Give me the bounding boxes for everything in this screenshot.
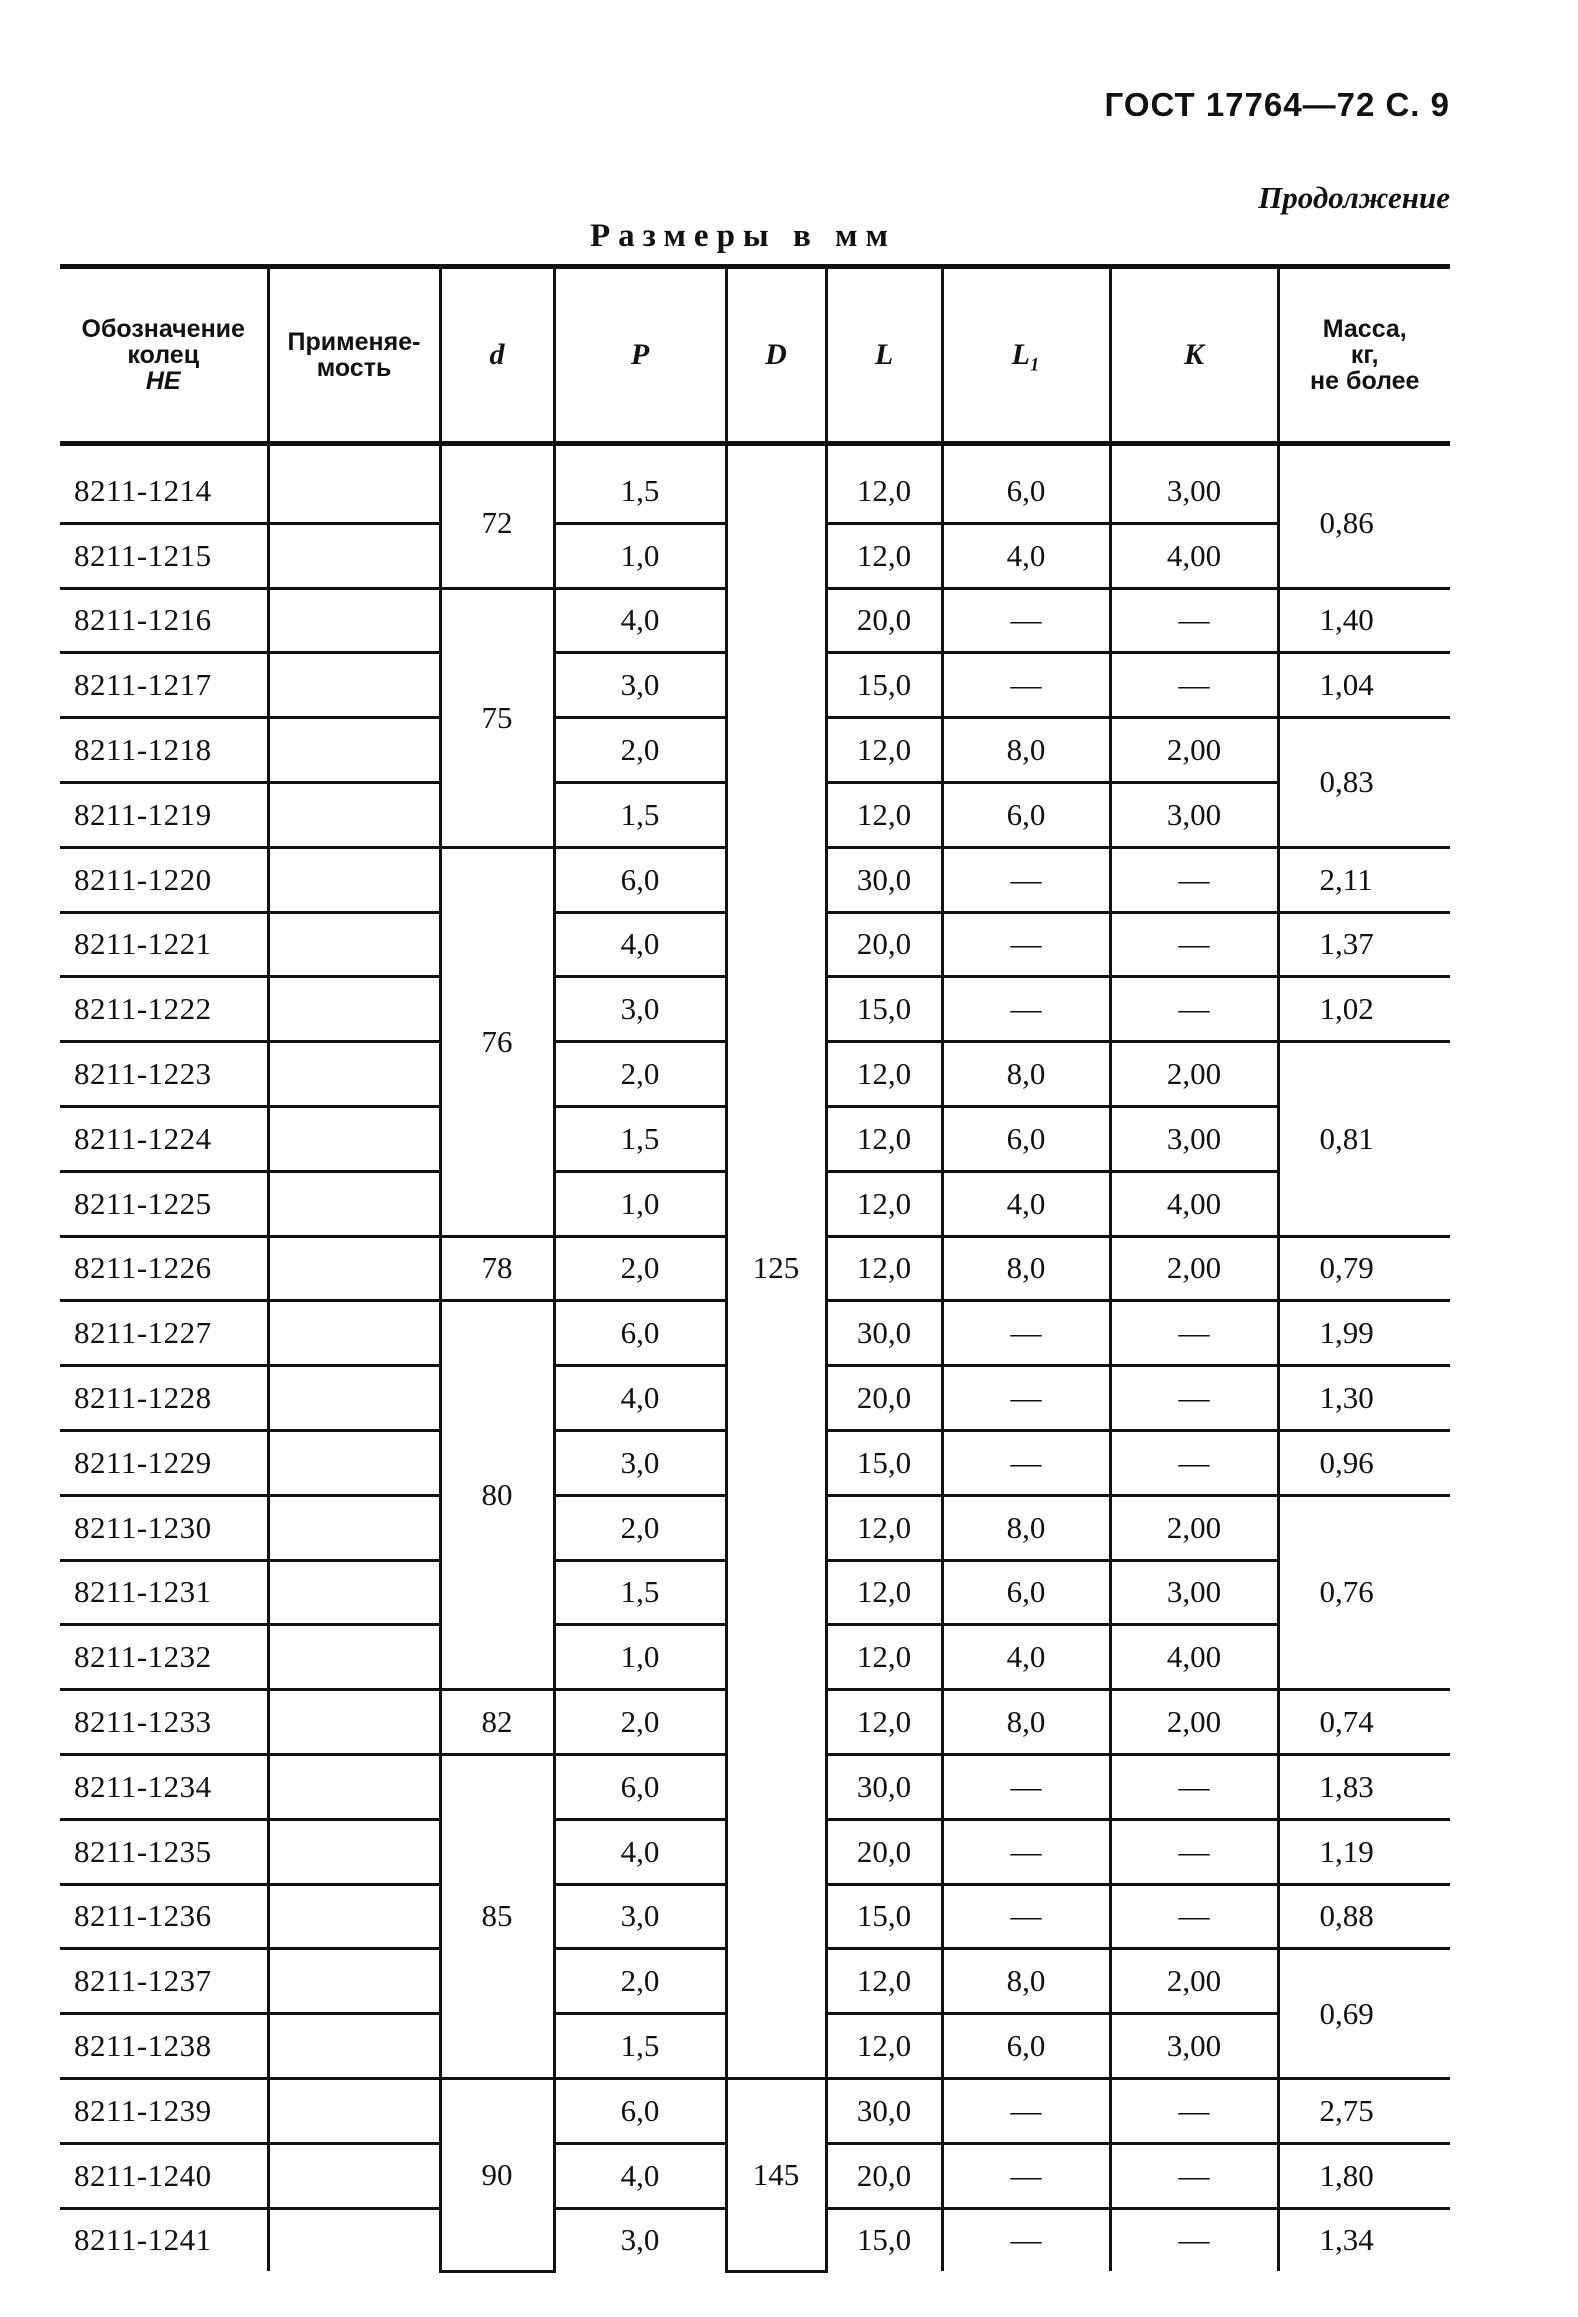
column-header-outer-d: D [726,267,826,444]
dimension-k: — [1110,1301,1278,1366]
column-header-applicability [268,267,440,444]
continuation-label: Продолжение [1258,180,1450,215]
applicability-cell [268,1495,440,1560]
inner-diameter-d: 78 [440,1236,554,1301]
applicability-cell [268,1690,440,1755]
length-l: 12,0 [826,1949,942,2014]
length-l: 12,0 [826,1690,942,1755]
applicability-cell [268,912,440,977]
applicability-header-line: Применяе- [287,327,421,356]
length-l: 20,0 [826,1819,942,1884]
length-l1: — [942,1884,1110,1949]
mass-value: 1,02 [1278,977,1450,1042]
dimension-k: 2,00 [1110,718,1278,783]
applicability-cell [268,2208,440,2271]
ring-designation: 8211-1232 [60,1625,268,1690]
ring-designation: 8211-1237 [60,1949,268,2014]
column-header-p: P [554,267,726,444]
pitch-p: 2,0 [554,1042,726,1107]
mass-value: 1,80 [1278,2143,1450,2208]
dimension-k: — [1110,2143,1278,2208]
header-row [60,267,1450,444]
dimension-k: — [1110,912,1278,977]
mass-value: 0,79 [1278,1236,1450,1301]
applicability-cell [268,444,440,524]
ring-designation: 8211-1239 [60,2078,268,2143]
length-l1: 6,0 [942,2014,1110,2079]
length-l1: — [942,653,1110,718]
dimension-k: — [1110,2208,1278,2271]
table-body [60,444,1450,2272]
mass-value: 0,88 [1278,1884,1450,1949]
dimension-k: 3,00 [1110,444,1278,524]
pitch-p: 1,5 [554,782,726,847]
length-l: 15,0 [826,2208,942,2271]
length-l: 12,0 [826,444,942,524]
dimension-k: 2,00 [1110,1690,1278,1755]
inner-diameter-d: 90 [440,2078,554,2271]
ring-designation: 8211-1225 [60,1171,268,1236]
length-l1: 6,0 [942,1560,1110,1625]
dimension-k: 3,00 [1110,2014,1278,2079]
mass-value: 1,99 [1278,1301,1450,1366]
ring-designation: 8211-1224 [60,1106,268,1171]
inner-diameter-d: 80 [440,1301,554,1690]
length-l: 15,0 [826,653,942,718]
length-l: 12,0 [826,2014,942,2079]
length-l: 12,0 [826,1106,942,1171]
inner-diameter-d: 85 [440,1754,554,2078]
length-l: 20,0 [826,588,942,653]
pitch-p: 1,0 [554,1171,726,1236]
dimension-k: 3,00 [1110,1106,1278,1171]
dimension-k: — [1110,1754,1278,1819]
length-l: 12,0 [826,782,942,847]
length-l1: 6,0 [942,782,1110,847]
length-l1: 8,0 [942,1495,1110,1560]
ring-designation: 8211-1217 [60,653,268,718]
ring-designation: 8211-1236 [60,1884,268,1949]
length-l: 12,0 [826,1495,942,1560]
size-table [60,264,1450,2273]
applicability-cell [268,977,440,1042]
mass-value: 1,83 [1278,1754,1450,1819]
ring-designation: 8211-1238 [60,2014,268,2079]
ring-designation: 8211-1228 [60,1366,268,1431]
table-row [60,444,1450,524]
length-l: 30,0 [826,1754,942,1819]
length-l1: — [942,1754,1110,1819]
ring-designation: 8211-1235 [60,1819,268,1884]
ring-designation: 8211-1241 [74,2222,212,2258]
pitch-p: 2,0 [554,1690,726,1755]
pitch-p: 1,5 [554,1560,726,1625]
designation-header-line: колец [127,340,200,369]
dimension-k: 2,00 [1110,1236,1278,1301]
page-header: ГОСТ 17764—72 С. 9 [1104,86,1450,123]
pitch-p: 2,0 [554,1495,726,1560]
mass-value: 1,30 [1278,1366,1450,1431]
length-l: 12,0 [826,1625,942,1690]
ring-designation: 8211-1221 [60,912,268,977]
table-row [60,2078,1450,2143]
pitch-p: 1,5 [554,1106,726,1171]
pitch-p: 4,0 [554,1366,726,1431]
pitch-p: 2,0 [554,718,726,783]
column-header-d: d [440,267,554,444]
column-header-k: K [1110,267,1278,444]
pitch-p: 1,5 [554,2014,726,2079]
dimension-k: 2,00 [1110,1949,1278,2014]
ring-designation: 8211-1240 [60,2143,268,2208]
applicability-cell [268,1754,440,1819]
length-l: 12,0 [826,1171,942,1236]
applicability-cell [268,588,440,653]
dimension-k: 3,00 [1110,782,1278,847]
mass-value: 0,96 [1278,1430,1450,1495]
dimension-k: — [1110,588,1278,653]
length-l1: 8,0 [942,1949,1110,2014]
pitch-p: 2,0 [554,1949,726,2014]
inner-diameter-d: 75 [440,588,554,847]
dimension-k: — [1110,1430,1278,1495]
length-l: 15,0 [826,977,942,1042]
pitch-p: 2,0 [554,1236,726,1301]
length-l: 30,0 [826,847,942,912]
ring-designation: 8211-1216 [60,588,268,653]
dimension-k: 4,00 [1110,1171,1278,1236]
applicability-cell [268,523,440,588]
mass-value: 1,40 [1278,588,1450,653]
pitch-p: 4,0 [554,1819,726,1884]
pitch-p: 6,0 [554,2078,726,2143]
applicability-cell [268,2014,440,2079]
dimension-k: — [1110,1366,1278,1431]
column-header-l1: L₁ [942,267,1110,444]
mass-value: 1,34 [1278,2208,1450,2271]
length-l1: — [942,977,1110,1042]
dimension-k: 3,00 [1110,1560,1278,1625]
dimension-k: — [1110,847,1278,912]
applicability-cell [268,1366,440,1431]
ring-designation: 8211-1231 [60,1560,268,1625]
column-header-mass [1278,267,1450,444]
dimension-k: 2,00 [1110,1042,1278,1107]
applicability-cell [268,1236,440,1301]
applicability-cell [268,2078,440,2143]
mass-value: 0,86 [1278,444,1450,589]
applicability-cell [268,847,440,912]
designation-header-line: НЕ [145,367,181,396]
length-l: 15,0 [826,1430,942,1495]
dimension-k: — [1110,977,1278,1042]
pitch-p: 1,0 [554,1625,726,1690]
dimension-k: — [1110,653,1278,718]
table-title: Размеры в мм [590,218,896,254]
ring-designation: 8211-1233 [60,1690,268,1755]
length-l: 12,0 [826,523,942,588]
ring-designation: 8211-1220 [60,847,268,912]
ring-designation: 8211-1223 [60,1042,268,1107]
length-l1: 4,0 [942,523,1110,588]
ring-designation: 8211-1230 [60,1495,268,1560]
mass-value: 2,75 [1278,2078,1450,2143]
length-l: 12,0 [826,1560,942,1625]
ring-designation: 8211-1219 [60,782,268,847]
outer-diameter-d: 125 [726,444,826,2079]
length-l1: — [942,1366,1110,1431]
length-l1: 6,0 [942,444,1110,524]
pitch-p: 4,0 [554,912,726,977]
pitch-p: 4,0 [554,2143,726,2208]
designation-header-line: Обозначение [81,314,245,343]
pitch-p: 4,0 [554,588,726,653]
length-l1: — [942,912,1110,977]
length-l: 12,0 [826,718,942,783]
ring-designation: 8211-1229 [60,1430,268,1495]
mass-value: 2,11 [1278,847,1450,912]
applicability-cell [268,653,440,718]
mass-header-line: Масса, [1322,314,1407,343]
length-l1: — [942,847,1110,912]
mass-value: 0,76 [1278,1495,1450,1689]
pitch-p: 3,0 [554,1884,726,1949]
dimension-k: 4,00 [1110,1625,1278,1690]
length-l: 20,0 [826,2143,942,2208]
dimension-k: — [1110,1819,1278,1884]
mass-value: 0,74 [1278,1690,1450,1755]
pitch-p: 3,0 [554,977,726,1042]
length-l1: 4,0 [942,1625,1110,1690]
applicability-cell [268,2143,440,2208]
dimension-k: — [1110,1884,1278,1949]
applicability-cell [268,1625,440,1690]
applicability-cell [268,1884,440,1949]
dimension-k: — [1110,2078,1278,2143]
length-l1: — [942,1819,1110,1884]
ring-designation: 8211-1226 [60,1236,268,1301]
applicability-cell [268,782,440,847]
ring-designation: 8211-1227 [60,1301,268,1366]
inner-diameter-d: 72 [440,444,554,589]
applicability-cell [268,1560,440,1625]
applicability-cell [268,718,440,783]
applicability-cell [268,1430,440,1495]
ring-designation: 8211-1222 [60,977,268,1042]
mass-value: 0,69 [1278,1949,1450,2079]
length-l1: 8,0 [942,1690,1110,1755]
pitch-p: 6,0 [554,1301,726,1366]
length-l1: — [942,2078,1110,2143]
mass-header-line: не более [1310,367,1420,396]
pitch-p: 3,0 [554,1430,726,1495]
applicability-cell [268,1819,440,1884]
mass-value: 0,81 [1278,1042,1450,1236]
applicability-header-line: мость [316,354,392,382]
mass-value: 1,19 [1278,1819,1450,1884]
length-l1: — [942,1430,1110,1495]
length-l1: — [942,588,1110,653]
inner-diameter-d: 82 [440,1690,554,1755]
column-header-designation [60,267,268,444]
ring-designation: 8211-1218 [60,718,268,783]
inner-diameter-d: 76 [440,847,554,1236]
pitch-p: 1,5 [554,444,726,524]
applicability-cell [268,1171,440,1236]
length-l1: 6,0 [942,1106,1110,1171]
length-l1: 4,0 [942,1171,1110,1236]
applicability-cell [268,1042,440,1107]
length-l1: — [942,2143,1110,2208]
outer-diameter-d: 145 [726,2078,826,2271]
length-l: 30,0 [826,1301,942,1366]
length-l: 20,0 [826,912,942,977]
ring-designation: 8211-1214 [60,444,268,524]
applicability-cell [268,1301,440,1366]
length-l: 20,0 [826,1366,942,1431]
length-l: 15,0 [826,1884,942,1949]
length-l: 30,0 [826,2078,942,2143]
mass-value: 1,37 [1278,912,1450,977]
ring-designation: 8211-1215 [60,523,268,588]
dimension-k: 4,00 [1110,523,1278,588]
length-l1: — [942,1301,1110,1366]
length-l1: — [942,2208,1110,2271]
pitch-p: 3,0 [554,653,726,718]
length-l1: 8,0 [942,718,1110,783]
pitch-p: 1,0 [554,523,726,588]
dimension-k: 2,00 [1110,1495,1278,1560]
length-l1: 8,0 [942,1042,1110,1107]
mass-header-line: кг, [1350,340,1379,369]
mass-value: 1,04 [1278,653,1450,718]
applicability-cell [268,1106,440,1171]
length-l: 12,0 [826,1236,942,1301]
pitch-p: 6,0 [554,1754,726,1819]
pitch-p: 6,0 [554,847,726,912]
ring-designation: 8211-1234 [60,1754,268,1819]
pitch-p: 3,0 [554,2208,726,2271]
applicability-cell [268,1949,440,2014]
length-l1: 8,0 [942,1236,1110,1301]
column-header-l: L [826,267,942,444]
length-l: 12,0 [826,1042,942,1107]
mass-value: 0,83 [1278,718,1450,848]
